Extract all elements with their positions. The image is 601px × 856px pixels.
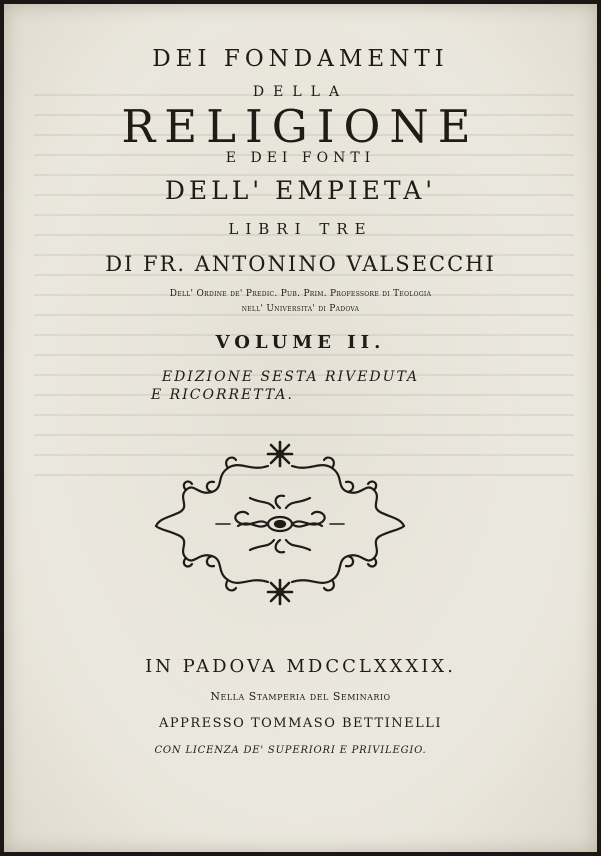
affiliation-line-1: Dell' Ordine de' Predic. Pub. Prim. Professore di Teologia [169, 289, 432, 299]
license-line: CON LICENZA DE' SUPERIORI E PRIVILEGIO. [154, 745, 427, 756]
publisher-line: APPRESSO TOMMASO BETTINELLI [158, 716, 443, 731]
imprint-place-date: IN PADOVA MDCCLXXXIX. [145, 656, 456, 677]
author-line: DI FR. ANTONINO VALSECCHI [105, 252, 496, 276]
affiliation-line-2: nell' Universita' di Padova [241, 304, 360, 314]
edition-line-1: EDIZIONE SESTA RIVEDUTA [161, 369, 420, 385]
title-line-1: DEI FONDAMENTI [152, 46, 449, 72]
edition-line-2: E RICORRETTA. [151, 387, 294, 403]
title-line-2: DELLA [252, 84, 349, 100]
title-line-5: DELL' EMPIETA' [164, 176, 437, 205]
title-line-6: LIBRI TRE [228, 220, 373, 238]
title-line-4: E DEI FONTI [225, 150, 376, 166]
volume-line: VOLUME II. [215, 332, 386, 353]
main-title: RELIGIONE [121, 100, 480, 153]
printer-line: Nella Stamperia del Seminario [210, 690, 391, 703]
title-page [4, 4, 597, 852]
floral-scroll-ornament-icon [150, 438, 410, 610]
